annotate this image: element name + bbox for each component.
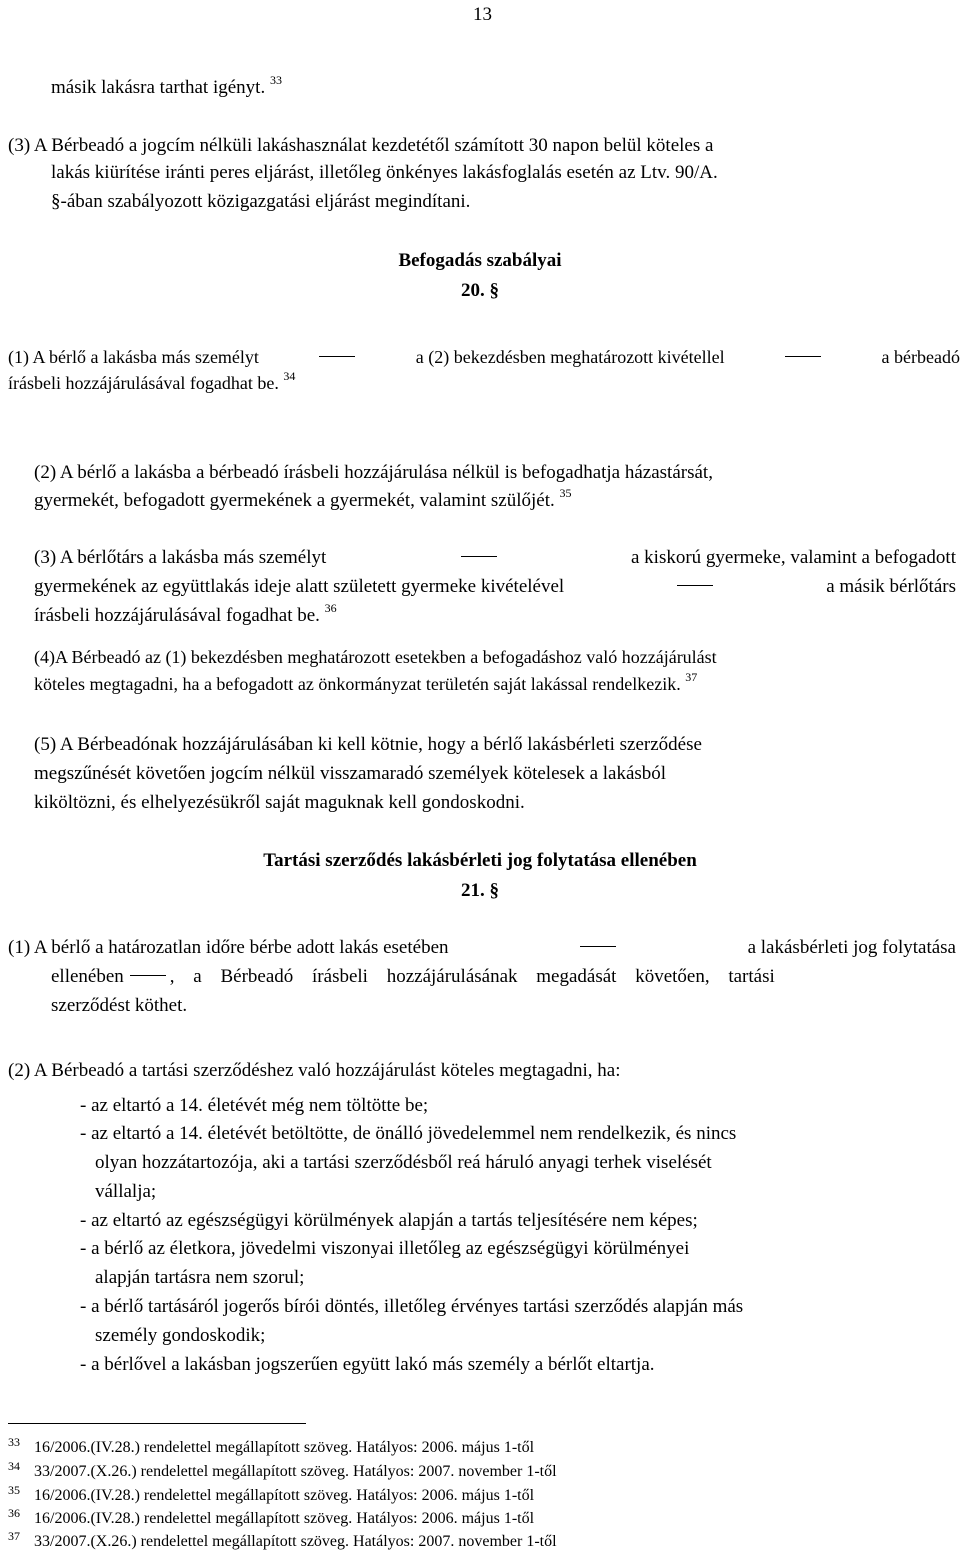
- footnote-number: 33: [8, 1435, 20, 1449]
- section-20-title: Befogadás szabályai: [398, 250, 562, 271]
- list-item-5-line-2: személy gondoskodik;: [95, 1325, 266, 1346]
- footnote-number: 36: [8, 1506, 20, 1520]
- em-dash: [677, 585, 713, 586]
- list-item-1-line-1: - az eltartó a 14. életévét még nem töltötte be;: [80, 1095, 429, 1116]
- s20-p4-line-2-text: köteles megtagadni, ha a befogadott az önkormányzat területén saját lakással rendelkezik.: [34, 674, 681, 694]
- footnote-text: 16/2006.(IV.28.) rendelettel megállapított szöveg. Hatályos: 2006. május 1-től: [34, 1487, 535, 1504]
- s20-p1-part-b: a (2) bekezdésben meghatározott kivétellel: [415, 347, 725, 367]
- s20-p3-part-a: (3) A bérlőtárs a lakásba más személyt: [34, 547, 327, 568]
- footnote-35: [8, 1483, 535, 1504]
- list-item-2-line-1: - az eltartó a 14. életévét betöltötte, de önálló jövedelemmel nem rendelkezik, és nincs: [80, 1123, 737, 1144]
- s20-p2-line-2-text: gyermekét, befogadott gyermekének a gyermekét, valamint szülőjét.: [34, 490, 555, 511]
- section-21-number: 21. §: [461, 880, 499, 901]
- s20-p1-part-c: a bérbeadó: [881, 347, 960, 367]
- footnote-number: 37: [8, 1529, 20, 1543]
- footnote-37: [8, 1529, 557, 1550]
- para-3-line-2: lakás kiürítése iránti peres eljárást, illetőleg önkényes lakásfoglalás esetén az Ltv. 90/A.: [51, 162, 718, 183]
- s21-p1-part-a: (1) A bérlő a határozatlan időre bérbe adott lakás esetében: [8, 937, 449, 958]
- s20-p1-line-1: [8, 348, 960, 366]
- em-dash: [785, 356, 821, 357]
- list-item-2-line-3: vállalja;: [95, 1181, 157, 1202]
- footnote-number: 34: [8, 1459, 20, 1473]
- s21-p1-line-1: [8, 938, 956, 957]
- s20-p1-part-a: (1) A bérlő a lakásba más személyt: [8, 347, 259, 367]
- s21-p1-part-d: , a Bérbeadó írásbeli hozzájárulásának megadását követően, tartási: [169, 966, 775, 987]
- footnote-text: 16/2006.(IV.28.) rendelettel megállapított szöveg. Hatályos: 2006. május 1-től: [34, 1439, 535, 1456]
- footnote-ref-33: 33: [269, 73, 282, 87]
- s20-p3-line-3: [34, 601, 337, 626]
- s20-p4-line-1: (4)A Bérbeadó az (1) bekezdésben meghatározott esetekben a befogadáshoz való hozzájárulást: [34, 647, 717, 667]
- footnote-ref-37: 37: [685, 670, 698, 684]
- list-item-5-line-1: - a bérlő tartásáról jogerős bírói döntés, illetőleg érvényes tartási szerződés alapján más: [80, 1296, 744, 1317]
- s21-p1-line-2-rest: [130, 967, 956, 986]
- s21-p1-part-d-wrap: [170, 967, 956, 986]
- s20-p3-line-2: [34, 577, 956, 596]
- s21-p1-line-2: [51, 967, 956, 986]
- footnote-text: 33/2007.(X.26.) rendelettel megállapított szöveg. Hatályos: 2007. november 1-től: [34, 1463, 557, 1480]
- s21-p1-line-3: szerződést köthet.: [51, 995, 188, 1016]
- s20-p1-line-2-text: írásbeli hozzájárulásával fogadhat be.: [8, 373, 279, 393]
- list-item-6-line-1: - a bérlővel a lakásban jogszerűen együtt lakó más személy a bérlőt eltartja.: [80, 1354, 655, 1375]
- footnote-36: [8, 1506, 535, 1527]
- s20-p3-part-d: a másik bérlőtárs: [826, 576, 956, 597]
- s21-p2-intro: (2) A Bérbeadó a tartási szerződéshez való hozzájárulást köteles megtagadni, ha:: [8, 1060, 621, 1081]
- footnote-33: [8, 1435, 535, 1456]
- intro-line: [51, 73, 282, 98]
- s20-p2-line-1: (2) A bérlő a lakásba a bérbeadó írásbeli hozzájárulása nélkül is befogadhatja házastársát,: [34, 462, 713, 483]
- footnote-ref-35: 35: [559, 486, 572, 500]
- footnote-34: [8, 1459, 557, 1480]
- em-dash: [130, 975, 166, 976]
- section-21-title: Tartási szerződés lakásbérleti jog folytatása ellenében: [263, 850, 697, 871]
- s20-p5-line-2: megszűnését követően jogcím nélkül visszamaradó személyek kötelesek a lakásból: [34, 763, 667, 784]
- em-dash: [461, 556, 497, 557]
- list-item-4-line-2: alapján tartásra nem szorul;: [95, 1267, 305, 1288]
- list-item-4-line-1: - a bérlő az életkora, jövedelmi viszonyai illetőleg az egészségügyi körülményei: [80, 1238, 690, 1259]
- s21-p1-part-b: a lakásbérleti jog folytatása: [747, 937, 956, 958]
- footnote-text: 16/2006.(IV.28.) rendelettel megállapított szöveg. Hatályos: 2006. május 1-től: [34, 1510, 535, 1527]
- em-dash: [319, 356, 355, 357]
- em-dash: [580, 946, 616, 947]
- s20-p3-part-c: gyermekének az együttlakás ideje alatt született gyermeke kivételével: [34, 576, 565, 597]
- page-number: 13: [473, 4, 492, 25]
- s20-p5-line-3: kiköltözni, és elhelyezésükről saját maguknak kell gondoskodni.: [34, 792, 525, 813]
- s21-p1-part-c: ellenében: [51, 966, 124, 987]
- s20-p1-line-2: [8, 369, 296, 393]
- s20-p4-line-2: [34, 670, 698, 694]
- para-3-line-1: (3) A Bérbeadó a jogcím nélküli lakáshasználat kezdetétől számított 30 napon belül köteles a: [8, 135, 714, 156]
- s20-p3-line-1: [34, 548, 956, 567]
- footnote-separator: [8, 1423, 306, 1424]
- footnote-text: 33/2007.(X.26.) rendelettel megállapított szöveg. Hatályos: 2007. november 1-től: [34, 1533, 557, 1550]
- intro-text: másik lakásra tarthat igényt.: [51, 77, 266, 98]
- footnote-number: 35: [8, 1483, 20, 1497]
- s20-p2-line-2: [34, 486, 572, 511]
- footnote-ref-34: 34: [283, 369, 296, 383]
- para-3-line-3: §-ában szabályozott közigazgatási eljárást megindítani.: [51, 191, 471, 212]
- list-item-3-line-1: - az eltartó az egészségügyi körülmények alapján a tartás teljesítésére nem képes;: [80, 1210, 698, 1231]
- s20-p5-line-1: (5) A Bérbeadónak hozzájárulásában ki kell kötnie, hogy a bérlő lakásbérleti szerződése: [34, 734, 702, 755]
- s20-p3-part-b: a kiskorú gyermeke, valamint a befogadott: [630, 547, 956, 568]
- section-20-number: 20. §: [461, 280, 499, 301]
- footnote-ref-36: 36: [324, 601, 337, 615]
- s20-p3-line-3-text: írásbeli hozzájárulásával fogadhat be.: [34, 605, 320, 626]
- list-item-2-line-2: olyan hozzátartozója, aki a tartási szerződésből reá háruló anyagi terhek viselését: [95, 1152, 712, 1173]
